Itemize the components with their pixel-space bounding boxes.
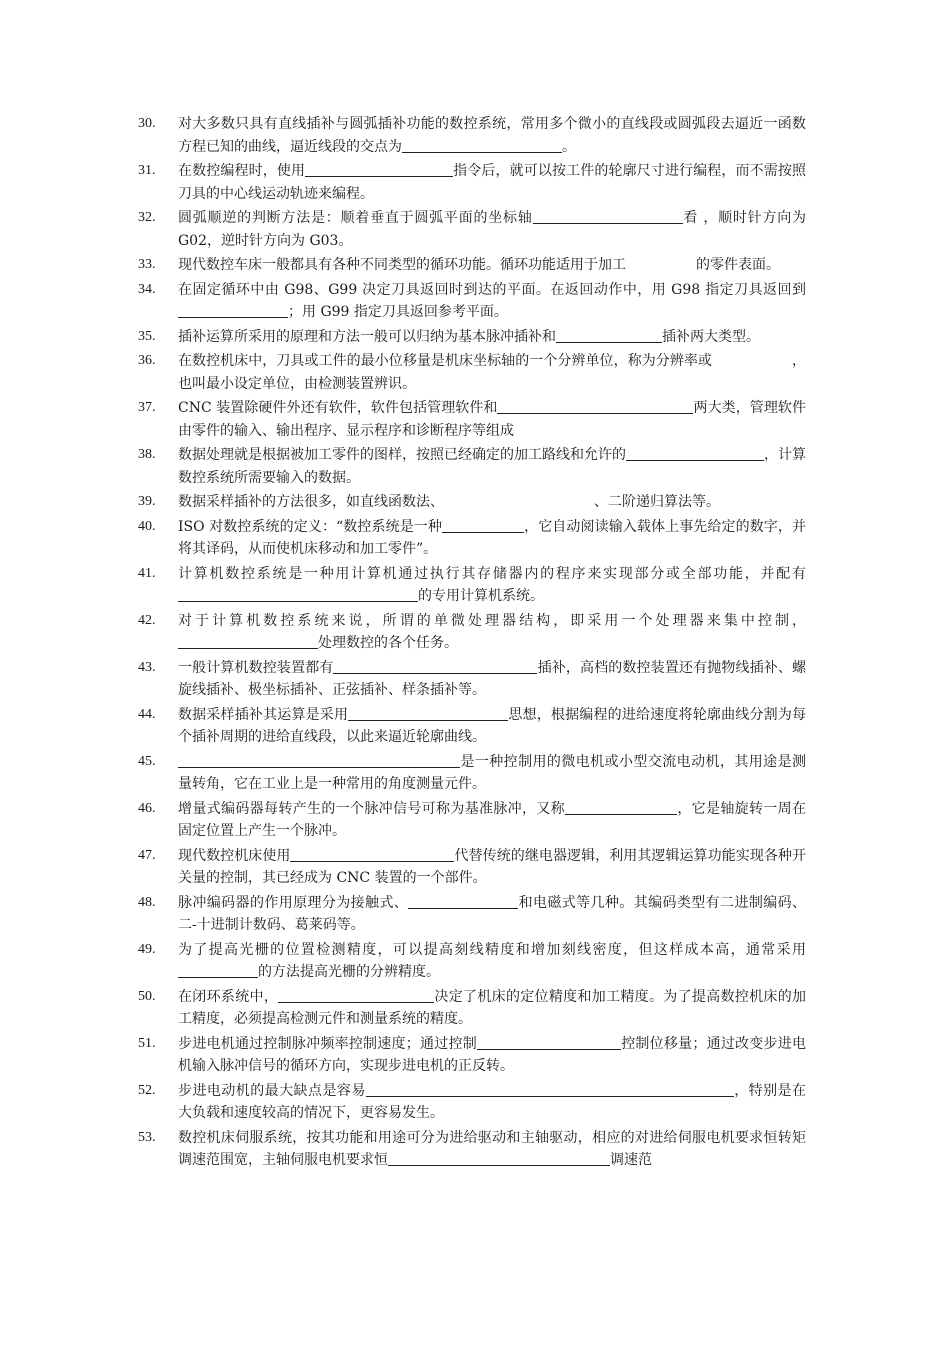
question-text: 现代数控机床使用 bbox=[178, 847, 291, 864]
question-number: 37. bbox=[138, 400, 156, 415]
question-number: 41. bbox=[138, 565, 156, 581]
answer-blank[interactable] bbox=[278, 987, 434, 1003]
question-text: 的专用计算机系统。 bbox=[418, 588, 544, 604]
answer-blank[interactable] bbox=[178, 752, 460, 768]
question-number: 43. bbox=[138, 659, 156, 675]
question-number: 34. bbox=[138, 281, 156, 297]
answer-blank[interactable] bbox=[444, 491, 594, 506]
answer-blank[interactable] bbox=[556, 327, 662, 343]
question-item bbox=[138, 279, 806, 324]
question-number: 52. bbox=[138, 1082, 156, 1098]
question-item bbox=[138, 1033, 806, 1078]
question-text: 、二阶递归算法等。 bbox=[594, 494, 720, 510]
question-item bbox=[138, 986, 806, 1031]
answer-blank[interactable] bbox=[497, 398, 693, 414]
question-text: 。 bbox=[562, 138, 576, 155]
question-text: 两大类，管理软件由零件的输入、输出程序、显示程序和诊断程序等组成 bbox=[178, 400, 807, 439]
question-number: 51. bbox=[138, 1035, 156, 1051]
question-text: 数据采样插补其运算是采用 bbox=[178, 706, 349, 723]
answer-blank[interactable] bbox=[178, 633, 318, 649]
answer-blank[interactable] bbox=[442, 517, 524, 533]
question-item bbox=[138, 254, 806, 277]
question-item bbox=[138, 326, 806, 349]
question-text: 对大多数只具有直线插补与圆弧插补功能的数控系统，常用多个微小的直线段或圆弧段去逼近一函数方程已知的曲线，逼近线段的交点为 bbox=[178, 116, 806, 155]
question-text: 和电磁式等几种。其编码类型有二进制编码、二-十进制计数码、葛莱码等。 bbox=[178, 894, 807, 933]
question-text: ISO 对数控系统的定义：“数控系统是一种 bbox=[178, 518, 442, 535]
question-item bbox=[138, 491, 806, 514]
question-text: 为了提高光栅的位置检测精度，可以提高刻线精度和增加刻线密度，但这样成本高，通常采用 bbox=[178, 941, 806, 958]
question-item bbox=[138, 113, 806, 158]
answer-blank[interactable] bbox=[408, 893, 518, 909]
question-text: 在闭环系统中， bbox=[178, 988, 279, 1005]
question-text: 步进电动机的最大缺点是容易 bbox=[178, 1082, 366, 1099]
question-text: 看 ，顺时针方向为 G02，逆时针方向为 G03。 bbox=[178, 210, 806, 249]
question-number: 44. bbox=[138, 706, 156, 722]
question-text: 插补运算所采用的原理和方法一般可以归纳为基本脉冲插补和 bbox=[178, 328, 556, 345]
question-number: 50. bbox=[138, 988, 156, 1004]
question-text: 思想，根据编程的进给速度将轮廓曲线分割为每个插补周期的进给直线段，以此来逼近轮廓曲线。 bbox=[178, 706, 807, 745]
question-text: ，也叫最小设定单位，由检测装置辨识。 bbox=[178, 353, 807, 392]
question-text: 控制位移量；通过改变步进电机输入脉冲信号的循环方向，实现步进电机的正反转。 bbox=[178, 1035, 807, 1074]
answer-blank[interactable] bbox=[333, 658, 537, 674]
question-text: 脉冲编码器的作用原理分为接触式、 bbox=[178, 894, 409, 911]
question-text: 在数控编程时，使用 bbox=[178, 163, 306, 179]
question-text: 插补，高档的数控装置还有抛物线插补、螺旋线插补、极坐标插补、正弦插补、样条插补等。 bbox=[178, 659, 807, 698]
answer-blank[interactable] bbox=[348, 705, 508, 721]
question-number: 53. bbox=[138, 1129, 156, 1145]
question-text: 一般计算机数控装置都有 bbox=[178, 659, 334, 676]
question-list bbox=[138, 113, 806, 1174]
question-text: 对于计算机数控系统来说，所谓的单微处理器结构，即采用一个处理器来集中控制， bbox=[178, 612, 806, 629]
question-text: 计算机数控系统是一种用计算机通过执行其存储器内的程序来实现部分或全部功能，并配有 bbox=[178, 565, 806, 582]
question-text: 数据采样插补的方法很多，如直线函数法、 bbox=[178, 494, 444, 510]
question-text: 增量式编码器每转产生的一个脉冲信号可称为基准脉冲，又称 bbox=[178, 800, 565, 817]
question-number: 38. bbox=[138, 447, 156, 462]
question-text: 处理数控的各个任务。 bbox=[318, 635, 458, 651]
answer-blank[interactable] bbox=[388, 1150, 610, 1166]
answer-blank[interactable] bbox=[533, 208, 683, 224]
question-text: 现代数控车床一般都具有各种不同类型的循环功能。循环功能适用于加工 bbox=[178, 257, 626, 273]
question-number: 39. bbox=[138, 494, 156, 509]
question-text: 数据处理就是根据被加工零件的图样，按照已经确定的加工路线和允许的 bbox=[178, 447, 626, 463]
question-item bbox=[138, 563, 806, 608]
answer-blank[interactable] bbox=[366, 1081, 734, 1097]
answer-blank[interactable] bbox=[565, 799, 677, 815]
question-item bbox=[138, 751, 806, 796]
question-item bbox=[138, 1080, 806, 1125]
question-text: 指令后，就可以按工件的轮廓尺寸进行编程，而不需按照刀具的中心线运动轨迹来编程。 bbox=[178, 163, 807, 202]
question-text: 代替传统的继电器逻辑，利用其逻辑运算功能实现各种开关量的控制，其已经成为 CNC 装置的一个部件。 bbox=[178, 847, 806, 886]
question-text: CNC 装置除硬件外还有软件，软件包括管理软件和 bbox=[178, 400, 498, 416]
question-text: 在固定循环中由 G98、G99 决定刀具返回时到达的平面。在返回动作中，用 G98 指定刀具返回到 bbox=[178, 281, 806, 298]
question-number: 36. bbox=[138, 353, 156, 368]
question-number: 47. bbox=[138, 847, 156, 863]
question-number: 35. bbox=[138, 328, 156, 344]
question-text: ，它自动阅读输入载体上事先给定的数字，并将其译码，从而使机床移动和加工零件”。 bbox=[178, 518, 806, 557]
question-text: 圆弧顺逆的判断方法是：顺着垂直于圆弧平面的坐标轴 bbox=[178, 210, 533, 226]
answer-blank[interactable] bbox=[626, 445, 764, 461]
question-item bbox=[138, 798, 806, 843]
answer-blank[interactable] bbox=[178, 302, 288, 318]
answer-blank[interactable] bbox=[402, 137, 562, 153]
question-text: ，计算数控系统所需要输入的数据。 bbox=[178, 447, 806, 486]
question-text: 数控机床伺服系统，按其功能和用途可分为进给驱动和主轴驱动，相应的对进给伺服电机要求恒转矩调速范围宽，主轴伺服电机要求恒 bbox=[178, 1129, 806, 1168]
question-number: 33. bbox=[138, 257, 156, 272]
question-item bbox=[138, 397, 806, 442]
question-item bbox=[138, 516, 806, 561]
question-number: 31. bbox=[138, 163, 156, 178]
question-item bbox=[138, 845, 806, 890]
answer-blank[interactable] bbox=[626, 254, 696, 269]
question-text: ，它是轴旋转一周在固定位置上产生一个脉冲。 bbox=[178, 800, 806, 839]
question-number: 48. bbox=[138, 894, 156, 910]
question-item bbox=[138, 160, 806, 205]
question-text: 步进电机通过控制脉冲频率控制速度；通过控制 bbox=[178, 1035, 477, 1052]
answer-blank[interactable] bbox=[290, 846, 454, 862]
answer-blank[interactable] bbox=[477, 1034, 621, 1050]
question-item bbox=[138, 1127, 806, 1172]
question-item bbox=[138, 207, 806, 252]
question-item bbox=[138, 444, 806, 489]
question-number: 32. bbox=[138, 210, 156, 225]
question-number: 40. bbox=[138, 518, 156, 534]
answer-blank[interactable] bbox=[178, 586, 418, 602]
question-item bbox=[138, 657, 806, 702]
question-text: 的方法提高光栅的分辨精度。 bbox=[258, 964, 440, 980]
question-text: 的零件表面。 bbox=[696, 257, 780, 273]
question-text: 在数控机床中，刀具或工件的最小位移量是机床坐标轴的一个分辨单位，称为分辨率或 bbox=[178, 353, 712, 369]
question-number: 49. bbox=[138, 941, 156, 957]
question-number: 30. bbox=[138, 116, 156, 131]
answer-blank[interactable] bbox=[178, 962, 258, 978]
question-item bbox=[138, 704, 806, 749]
answer-blank[interactable] bbox=[712, 350, 792, 365]
question-number: 42. bbox=[138, 612, 156, 628]
question-text: 是一种控制用的微电机或小型交流电动机，其用途是测量转角，它在工业上是一种常用的角度测量元件。 bbox=[178, 753, 806, 792]
question-text: 插补两大类型。 bbox=[662, 328, 760, 345]
question-item bbox=[138, 892, 806, 937]
answer-blank[interactable] bbox=[305, 161, 453, 177]
question-text: 调速范 bbox=[610, 1152, 652, 1168]
question-text: ；用 G99 指定刀具返回参考平面。 bbox=[288, 304, 508, 320]
question-item bbox=[138, 350, 806, 395]
question-text: ，特别是在大负载和速度较高的情况下，更容易发生。 bbox=[178, 1082, 807, 1121]
question-number: 46. bbox=[138, 800, 156, 816]
question-item bbox=[138, 939, 806, 984]
question-item bbox=[138, 610, 806, 655]
question-text: 决定了机床的定位精度和加工精度。为了提高数控机床的加工精度，必须提高检测元件和测量系统的精度。 bbox=[178, 988, 807, 1027]
question-number: 45. bbox=[138, 753, 156, 769]
